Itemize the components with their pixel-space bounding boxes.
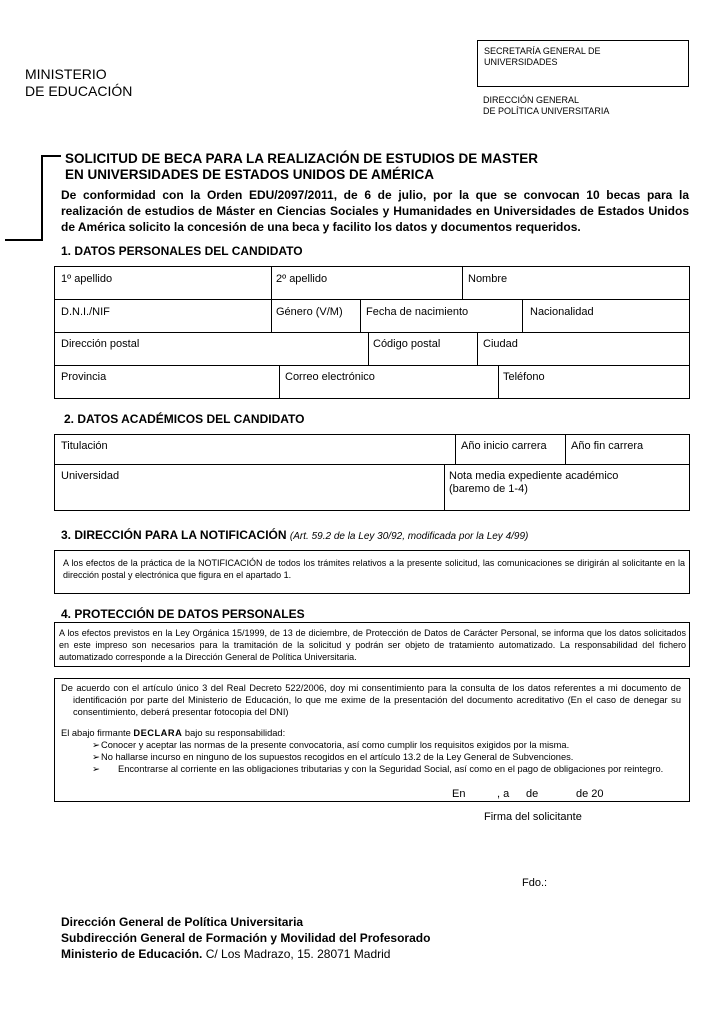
field-codigo-postal[interactable]: Código postal bbox=[373, 338, 441, 350]
field-titulacion[interactable]: Titulación bbox=[61, 440, 108, 452]
footer-address bbox=[61, 914, 430, 962]
field-telefono[interactable]: Teléfono bbox=[503, 371, 545, 383]
ministry-name bbox=[25, 66, 132, 100]
notification-text: A los efectos de la práctica de la NOTIFICACIÓN de todos los trámites relativos a la presente solicitud, las comunicaciones se dirigirán al solicitante en la dirección postal y electrónica que figura en el apartado 1. bbox=[63, 558, 685, 580]
title-bracket-top bbox=[41, 155, 61, 157]
field-universidad[interactable]: Universidad bbox=[61, 470, 120, 482]
intro-paragraph: De conformidad con la Orden EDU/2097/2011, de 6 de julio, por la que se convocan 10 becas para la realización de estudios de Máster en Ciencias Sociales y Humanidades en Universidades de Estados Unidos de América solicito la concesión de una beca y facilito los datos y documentos requeridos. bbox=[61, 188, 689, 234]
signature-year[interactable]: de 20 bbox=[576, 788, 604, 800]
field-ciudad[interactable]: Ciudad bbox=[483, 338, 518, 350]
data-protection-text: A los efectos previstos en la Ley Orgánica 15/1999, de 13 de diciembre, de Protección de Datos de Carácter Personal, se informa que los datos solicitados en este impreso son necesarios para la tramitación de la solicitud y podrán ser objeto de tratamiento automatizado. La responsabilidad del fichero automatizado corresponde a la Dirección General de Política Universitaria. bbox=[59, 628, 686, 662]
footer-line-2: Subdirección General de Formación y Movilidad del Profesorado bbox=[61, 931, 431, 945]
declaration-list bbox=[92, 739, 688, 775]
declaration-suffix: bajo su responsabilidad: bbox=[184, 728, 286, 738]
declaration-item-text: Encontrarse al corriente en las obligaciones tributarias y con la Seguridad Social, así como en el pago de obligaciones por reintegro. bbox=[118, 764, 664, 774]
section-4-title: 4. PROTECCIÓN DE DATOS PERSONALES bbox=[61, 607, 305, 621]
title-bracket-bottom bbox=[5, 239, 43, 241]
field-dni[interactable]: D.N.I./NIF bbox=[61, 306, 110, 318]
field-nombre[interactable]: Nombre bbox=[468, 273, 508, 285]
nota-media-line-1: Nota media expediente académico bbox=[449, 470, 619, 482]
secretaria-box bbox=[477, 40, 689, 87]
signature-month[interactable]: de bbox=[526, 788, 539, 800]
signature-place[interactable]: En bbox=[452, 788, 466, 800]
footer-line-1: Dirección General de Política Universitaria bbox=[61, 915, 304, 929]
secretaria-line-2: UNIVERSIDADES bbox=[484, 57, 558, 67]
direccion-general bbox=[477, 95, 609, 117]
field-nacionalidad[interactable]: Nacionalidad bbox=[530, 306, 594, 318]
form-title-line-2: EN UNIVERSIDADES DE ESTADOS UNIDOS DE AMÉRICA bbox=[65, 167, 435, 182]
section-3-title bbox=[61, 528, 528, 544]
arrow-bullet-icon: ➢ bbox=[92, 764, 100, 774]
direccion-line-1: DIRECCIÓN GENERAL bbox=[483, 95, 580, 105]
direccion-line-2: DE POLÍTICA UNIVERSITARIA bbox=[483, 106, 610, 116]
field-nota-media[interactable] bbox=[449, 470, 618, 496]
ministry-line-1: MINISTERIO bbox=[25, 66, 107, 82]
field-anio-fin[interactable]: Año fin carrera bbox=[571, 440, 644, 452]
section-3-reference: (Art. 59.2 de la Ley 30/92, modificada por la Ley 4/99) bbox=[289, 531, 529, 542]
signature-label: Firma del solicitante bbox=[484, 811, 582, 823]
signature-day[interactable]: , a bbox=[497, 788, 510, 800]
signature-fdo[interactable]: Fdo.: bbox=[522, 877, 548, 889]
section-1-title: 1. DATOS PERSONALES DEL CANDIDATO bbox=[61, 244, 303, 258]
declaration-item bbox=[92, 751, 688, 763]
footer-ministry: Ministerio de Educación. bbox=[61, 947, 203, 961]
section-2-title: 2. DATOS ACADÉMICOS DEL CANDIDATO bbox=[64, 412, 305, 426]
field-apellido-2[interactable]: 2º apellido bbox=[276, 273, 328, 285]
field-fecha-nacimiento[interactable]: Fecha de nacimiento bbox=[366, 306, 469, 318]
footer-line-3 bbox=[61, 946, 430, 962]
declaration-intro bbox=[61, 727, 681, 739]
declaration-item bbox=[92, 763, 688, 775]
form-title-line-1: SOLICITUD DE BECA PARA LA REALIZACIÓN DE ESTUDIOS DE MASTER bbox=[65, 151, 539, 166]
field-genero[interactable]: Género (V/M) bbox=[276, 306, 343, 318]
declaration-prefix: El abajo firmante bbox=[61, 728, 131, 738]
field-direccion-postal[interactable]: Dirección postal bbox=[61, 338, 140, 350]
arrow-bullet-icon: ➢ bbox=[92, 752, 100, 762]
declaration-keyword: DECLARA bbox=[133, 728, 183, 738]
field-provincia[interactable]: Provincia bbox=[61, 371, 107, 383]
section-3-title-text: 3. DIRECCIÓN PARA LA NOTIFICACIÓN bbox=[61, 528, 287, 542]
arrow-bullet-icon: ➢ bbox=[92, 740, 100, 750]
footer-street: C/ Los Madrazo, 15. 28071 Madrid bbox=[205, 947, 391, 961]
field-anio-inicio[interactable]: Año inicio carrera bbox=[461, 440, 547, 452]
declaration-item bbox=[92, 739, 688, 751]
field-apellido-1[interactable]: 1º apellido bbox=[61, 273, 113, 285]
field-correo[interactable]: Correo electrónico bbox=[285, 371, 375, 383]
consent-text: De acuerdo con el artículo único 3 del Real Decreto 522/2006, doy mi consentimiento para la consulta de los datos referentes a mi documento de identificación por parte del Ministerio de Educación, lo que me exime de la presentación del documento acreditativo (En el caso de denegar su consentimiento, deberá presentar fotocopia del DNI) bbox=[61, 683, 681, 717]
ministry-line-2: DE EDUCACIÓN bbox=[25, 83, 133, 99]
nota-media-line-2: (baremo de 1-4) bbox=[449, 483, 528, 495]
declaration-item-text: Conocer y aceptar las normas de la presente convocatoria, así como cumplir los requisitos exigidos por la misma. bbox=[101, 740, 570, 750]
title-bracket bbox=[41, 155, 43, 241]
form-title bbox=[65, 151, 665, 183]
secretaria-line-1: SECRETARÍA GENERAL DE bbox=[484, 46, 601, 56]
declaration-item-text: No hallarse incurso en ninguno de los supuestos recogidos en el artículo 13.2 de la Ley General de Subvenciones. bbox=[101, 752, 574, 762]
